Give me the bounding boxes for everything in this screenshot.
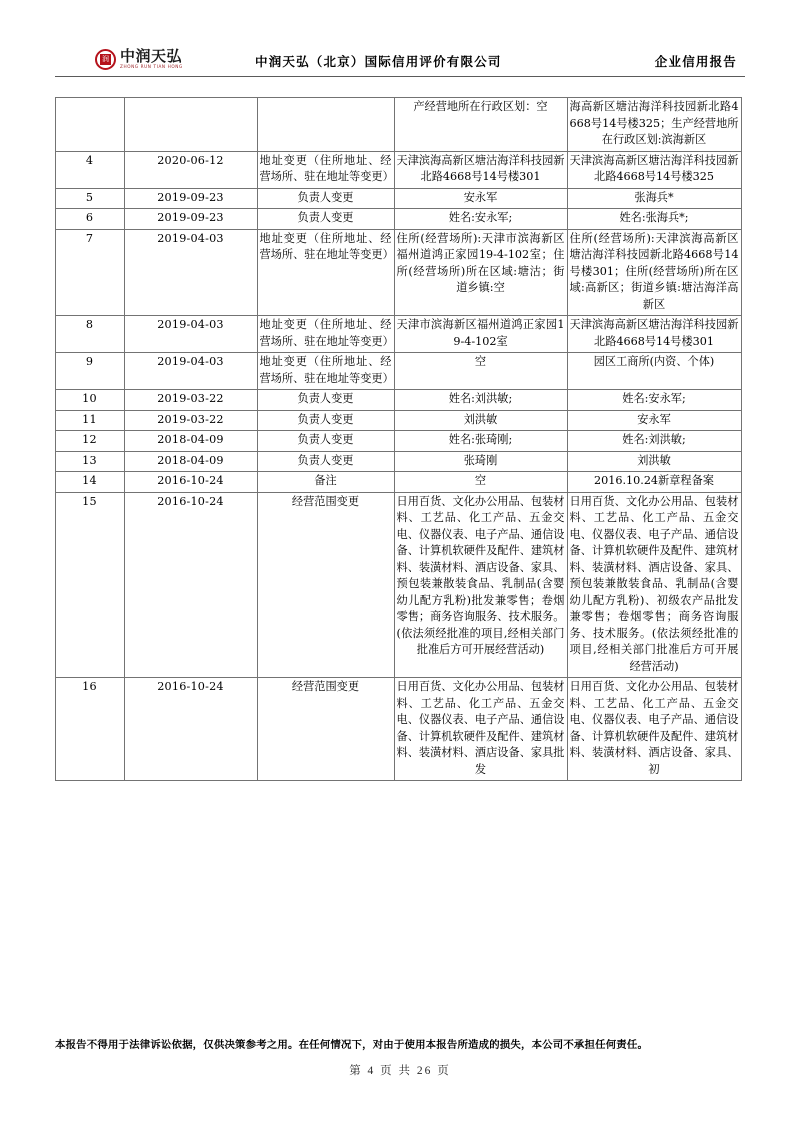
cell-item: 经营范围变更 [257, 492, 394, 678]
cell-no: 15 [55, 492, 124, 678]
cell-item [257, 98, 394, 152]
cell-date: 2019-04-03 [124, 316, 257, 353]
cell-after: 园区工商所(内资、个体) [567, 353, 741, 390]
cell-no: 10 [55, 390, 124, 411]
cell-no: 5 [55, 188, 124, 209]
cell-after: 2016.10.24新章程备案 [567, 472, 741, 493]
cell-no: 4 [55, 151, 124, 188]
cell-no [55, 98, 124, 152]
footer-disclaimer: 本报告不得用于法律诉讼依据，仅供决策参考之用。在任何情况下，对由于使用本报告所造成的损失，本公司不承担任何责任。 [55, 1039, 649, 1051]
logo-brand-en: ZHONG RUN TIAN HONG [120, 64, 183, 70]
change-records-table [55, 97, 742, 781]
table-row [55, 678, 741, 781]
cell-before: 住所(经营场所):天津市滨海新区福州道鸿正家园19-4-102室；住所(经营场所)所在区域:塘沽；街道乡镇:空 [394, 229, 567, 316]
table-row [55, 353, 741, 390]
cell-item: 地址变更（住所地址、经营场所、驻在地址等变更） [257, 353, 394, 390]
table-row [55, 492, 741, 678]
cell-no: 6 [55, 209, 124, 230]
table-row [55, 151, 741, 188]
cell-after: 姓名:刘洪敏; [567, 431, 741, 452]
logo-brand-cn: 中润天弘 [120, 47, 183, 65]
cell-after: 姓名:安永军; [567, 390, 741, 411]
table-row [55, 316, 741, 353]
cell-before: 姓名:安永军; [394, 209, 567, 230]
cell-after: 天津滨海高新区塘沽海洋科技园新北路4668号14号楼301 [567, 316, 741, 353]
logo-text [120, 48, 183, 70]
cell-no: 13 [55, 451, 124, 472]
table-body [55, 98, 741, 781]
cell-after: 海高新区塘沽海洋科技园新北路4668号14号楼325；生产经营地所在行政区划:滨海新区 [567, 98, 741, 152]
cell-no: 11 [55, 410, 124, 431]
seal-icon [95, 49, 116, 70]
cell-item: 负责人变更 [257, 410, 394, 431]
cell-after: 安永军 [567, 410, 741, 431]
cell-before: 天津市滨海新区福州道鸿正家园19-4-102室 [394, 316, 567, 353]
cell-before: 张琦刚 [394, 451, 567, 472]
cell-no: 8 [55, 316, 124, 353]
cell-before: 安永军 [394, 188, 567, 209]
page-number: 第 4 页 共 26 页 [349, 1065, 451, 1077]
page-header [55, 0, 745, 76]
table-row [55, 431, 741, 452]
cell-date: 2016-10-24 [124, 472, 257, 493]
cell-before: 空 [394, 353, 567, 390]
seal-glyph: 润 [102, 54, 109, 63]
table-row [55, 390, 741, 411]
cell-after: 张海兵* [567, 188, 741, 209]
cell-before: 天津滨海高新区塘沽海洋科技园新北路4668号14号楼301 [394, 151, 567, 188]
cell-item: 负责人变更 [257, 451, 394, 472]
change-records-table-wrap [55, 97, 745, 781]
header-divider [55, 76, 745, 77]
table-row [55, 209, 741, 230]
cell-item: 地址变更（住所地址、经营场所、驻在地址等变更） [257, 151, 394, 188]
cell-after: 住所(经营场所):天津滨海高新区塘沽海洋科技园新北路4668号14号楼301；住所(经营场所)所在区域:高新区；街道乡镇:塘沽海洋高新区 [567, 229, 741, 316]
cell-date [124, 98, 257, 152]
cell-date: 2020-06-12 [124, 151, 257, 188]
cell-date: 2019-04-03 [124, 229, 257, 316]
cell-after: 姓名:张海兵*; [567, 209, 741, 230]
cell-date: 2018-04-09 [124, 451, 257, 472]
cell-item: 经营范围变更 [257, 678, 394, 781]
table-row [55, 98, 741, 152]
table-row [55, 229, 741, 316]
cell-date: 2016-10-24 [124, 492, 257, 678]
table-row [55, 451, 741, 472]
table-row [55, 472, 741, 493]
cell-before: 姓名:刘洪敏; [394, 390, 567, 411]
cell-before: 日用百货、文化办公用品、包装材料、工艺品、化工产品、五金交电、仪器仪表、电子产品、通信设备、计算机软硬件及配件、建筑材料、装潢材料、酒店设备、家具批发 [394, 678, 567, 781]
cell-date: 2019-04-03 [124, 353, 257, 390]
cell-date: 2019-03-22 [124, 390, 257, 411]
cell-item: 负责人变更 [257, 390, 394, 411]
cell-after: 刘洪敏 [567, 451, 741, 472]
cell-item: 地址变更（住所地址、经营场所、驻在地址等变更） [257, 316, 394, 353]
cell-before: 空 [394, 472, 567, 493]
cell-date: 2019-09-23 [124, 209, 257, 230]
page-footer [55, 1036, 745, 1078]
cell-item: 负责人变更 [257, 188, 394, 209]
cell-before: 姓名:张琦刚; [394, 431, 567, 452]
cell-before: 日用百货、文化办公用品、包装材料、工艺品、化工产品、五金交电、仪器仪表、电子产品、通信设备、计算机软硬件及配件、建筑材料、装潢材料、酒店设备、家具、预包装兼散装食品、乳制品(含婴幼儿配方乳粉)批发兼零售；卷烟零售；商务咨询服务、技术服务。(依法须经批准的项目,经相关部门批准后方可开展经营活动) [394, 492, 567, 678]
company-logo [95, 48, 183, 70]
cell-date: 2018-04-09 [124, 431, 257, 452]
cell-before: 产经营地所在行政区划：空 [394, 98, 567, 152]
cell-after: 天津滨海高新区塘沽海洋科技园新北路4668号14号楼325 [567, 151, 741, 188]
cell-no: 9 [55, 353, 124, 390]
cell-date: 2019-03-22 [124, 410, 257, 431]
cell-no: 14 [55, 472, 124, 493]
table-row [55, 188, 741, 209]
cell-date: 2019-09-23 [124, 188, 257, 209]
cell-item: 负责人变更 [257, 209, 394, 230]
cell-date: 2016-10-24 [124, 678, 257, 781]
header-report-type: 企业信用报告 [654, 54, 737, 69]
cell-no: 12 [55, 431, 124, 452]
cell-no: 16 [55, 678, 124, 781]
cell-item: 备注 [257, 472, 394, 493]
cell-before: 刘洪敏 [394, 410, 567, 431]
cell-item: 地址变更（住所地址、经营场所、驻在地址等变更） [257, 229, 394, 316]
cell-after: 日用百货、文化办公用品、包装材料、工艺品、化工产品、五金交电、仪器仪表、电子产品、通信设备、计算机软硬件及配件、建筑材料、装潢材料、酒店设备、家具、预包装兼散装食品、乳制品(含婴幼儿配方乳粉)、初级农产品批发兼零售；卷烟零售；商务咨询服务、技术服务。(依法须经批准的项目,经相关部门批准后方可开展经营活动) [567, 492, 741, 678]
header-company-name: 中润天弘（北京）国际信用评价有限公司 [255, 54, 502, 69]
cell-after: 日用百货、文化办公用品、包装材料、工艺品、化工产品、五金交电、仪器仪表、电子产品、通信设备、计算机软硬件及配件、建筑材料、装潢材料、酒店设备、家具、初 [567, 678, 741, 781]
cell-no: 7 [55, 229, 124, 316]
cell-item: 负责人变更 [257, 431, 394, 452]
table-row [55, 410, 741, 431]
